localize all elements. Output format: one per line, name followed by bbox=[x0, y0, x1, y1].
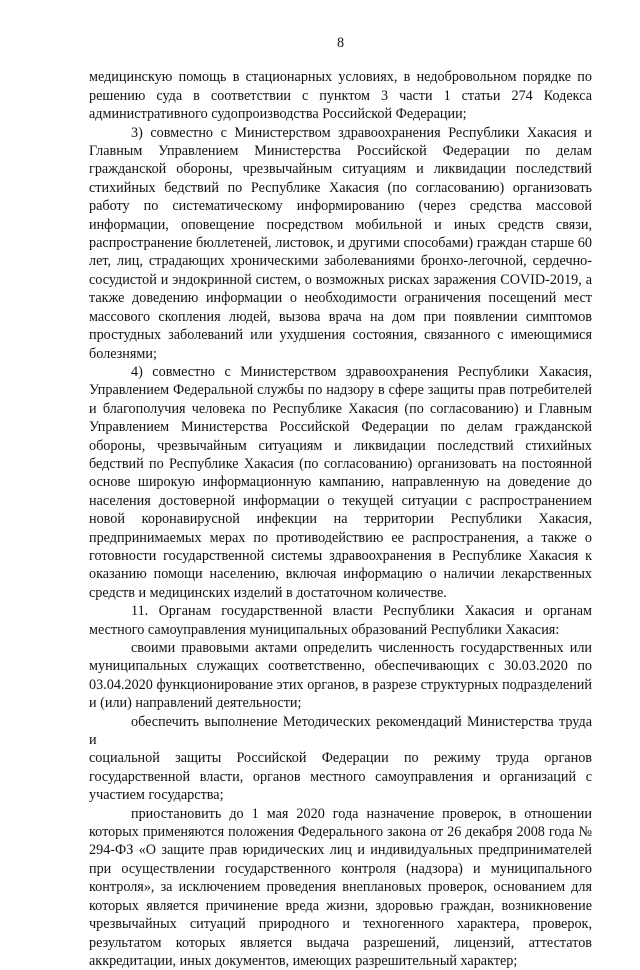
page-number: 8 bbox=[336, 35, 345, 51]
paragraph-line: оказанию помощи населению, включая информацию о наличии лекарственных bbox=[89, 566, 592, 583]
paragraph-line: гражданской обороны, чрезвычайным ситуациям и ликвидации последствий bbox=[89, 161, 592, 178]
paragraph-line: работу по систематическому информированию (через средства массовой bbox=[89, 198, 592, 215]
paragraph-line: Управлением Федеральной службы по надзору в сфере защиты прав потребителей bbox=[89, 382, 592, 399]
paragraph-line: своими правовыми актами определить численность государственных или bbox=[131, 640, 592, 656]
paragraph-line: 4) совместно с Министерством здравоохранения Республики Хакасия, bbox=[131, 363, 592, 380]
paragraph-line: и благополучия человека по Республике Хакасия (по согласованию) и Главным bbox=[89, 400, 592, 417]
paragraph-line: обороны, чрезвычайным ситуациям и ликвидации последствий стихийных bbox=[89, 437, 592, 454]
paragraph-line: чрезвычайных ситуаций природного и техногенного характера, проверок, bbox=[89, 916, 592, 933]
paragraph-line: решению суда в соответствии с пунктом 3 части 1 статьи 274 Кодекса bbox=[89, 87, 592, 104]
paragraph-line: населения достоверной информации о текущей ситуации с распространением bbox=[89, 492, 592, 509]
paragraph-line: приостановить до 1 мая 2020 года назначение проверок, в отношении bbox=[131, 805, 592, 822]
paragraph-line: аккредитации, иных документов, имеющих разрешительный характер; bbox=[89, 952, 518, 969]
paragraph-line: 11. Органам государственной власти Республики Хакасия и органам bbox=[131, 603, 592, 620]
paragraph-line: готовности государственной системы здравоохранения в Республике Хакасия к bbox=[89, 547, 592, 564]
paragraph-line: результатом которых является выдача разрешений, лицензий, аттестатов bbox=[89, 934, 592, 951]
paragraph-line: обеспечить выполнение Методических рекомендаций Министерства труда и bbox=[89, 713, 592, 749]
paragraph-line: информации, оповещение посредством мобильной и иных средств связи, bbox=[89, 216, 592, 233]
paragraph-line: болезнями; bbox=[89, 345, 157, 362]
paragraph-line: новой коронавирусной инфекции на территории Республики Хакасия, bbox=[89, 511, 592, 528]
paragraph-line: простудных заболеваний или ухудшения состояния, связанного с имеющимися bbox=[89, 327, 592, 344]
paragraph-line: которых применяются положения Федерального закона от 26 декабря 2008 года № bbox=[89, 824, 592, 841]
paragraph-line: лет, лиц, страдающих хроническими заболеваниями бронхо-легочной, сердечно- bbox=[89, 253, 592, 270]
paragraph-line: медицинскую помощь в стационарных условиях, в недобровольном порядке по bbox=[89, 69, 592, 86]
paragraph-line: массового скопления людей, вызова врача на дом при появлении симптомов bbox=[89, 308, 592, 325]
paragraph-line: средств и медицинских изделий в достаточном количестве. bbox=[89, 584, 447, 601]
paragraph-line: контроля», за исключением проведения внеплановых проверок, основанием для bbox=[89, 879, 592, 896]
paragraph-line: бедствий по Республике Хакасия (по согласованию) организовать на постоянной bbox=[89, 455, 592, 472]
paragraph-line: при осуществлении государственного контроля (надзора) и муниципального bbox=[89, 860, 592, 877]
paragraph-line: сосудистой и эндокринной систем, о возможных рисках заражения COVID-2019, а bbox=[89, 271, 592, 288]
paragraph-line: социальной защиты Российской Федерации по режиму труда органов bbox=[89, 750, 592, 767]
paragraph-line: предпринимаемых мерах по противодействию ее распространения, а также о bbox=[89, 529, 592, 546]
paragraph-line: стихийных бедствий по Республике Хакасия (по согласованию) организовать bbox=[89, 179, 592, 196]
paragraph-line: 03.04.2020 функционирование этих органов, в разрезе структурных подразделений bbox=[89, 676, 592, 693]
document-body bbox=[89, 68, 592, 970]
paragraph-line: местного самоуправления муниципальных образований Республики Хакасия: bbox=[89, 621, 560, 638]
paragraph-line: 294-ФЗ «О защите прав юридических лиц и индивидуальных предпринимателей bbox=[89, 842, 592, 859]
paragraph-line: и (или) направлений деятельности; bbox=[89, 695, 302, 712]
paragraph-line: участием государства; bbox=[89, 787, 224, 804]
paragraph-line: распространение бюллетеней, листовок, и другими способами) граждан старше 60 bbox=[89, 235, 592, 252]
paragraph-line: основе широкую информационную кампанию, направленную на доведение до bbox=[89, 474, 592, 491]
paragraph-line: Управлением Министерства Российской Федерации по делам гражданской bbox=[89, 419, 592, 436]
paragraph-line: административного судопроизводства Российской Федерации; bbox=[89, 106, 467, 123]
paragraph-line: муниципальных служащих соответственно, обеспечивающих с 30.03.2020 по bbox=[89, 658, 592, 675]
paragraph-line: также доведению информации о необходимости ограничения посещений мест bbox=[89, 290, 592, 307]
paragraph-line: 3) совместно с Министерством здравоохранения Республики Хакасия и bbox=[131, 124, 592, 141]
paragraph-line: Главным Управлением Министерства Российской Федерации по делам bbox=[89, 143, 592, 160]
paragraph-line: которых является причинение вреда жизни, здоровью граждан, возникновение bbox=[89, 897, 592, 914]
paragraph-line: государственной власти, органов местного самоуправления и организаций с bbox=[89, 768, 592, 785]
